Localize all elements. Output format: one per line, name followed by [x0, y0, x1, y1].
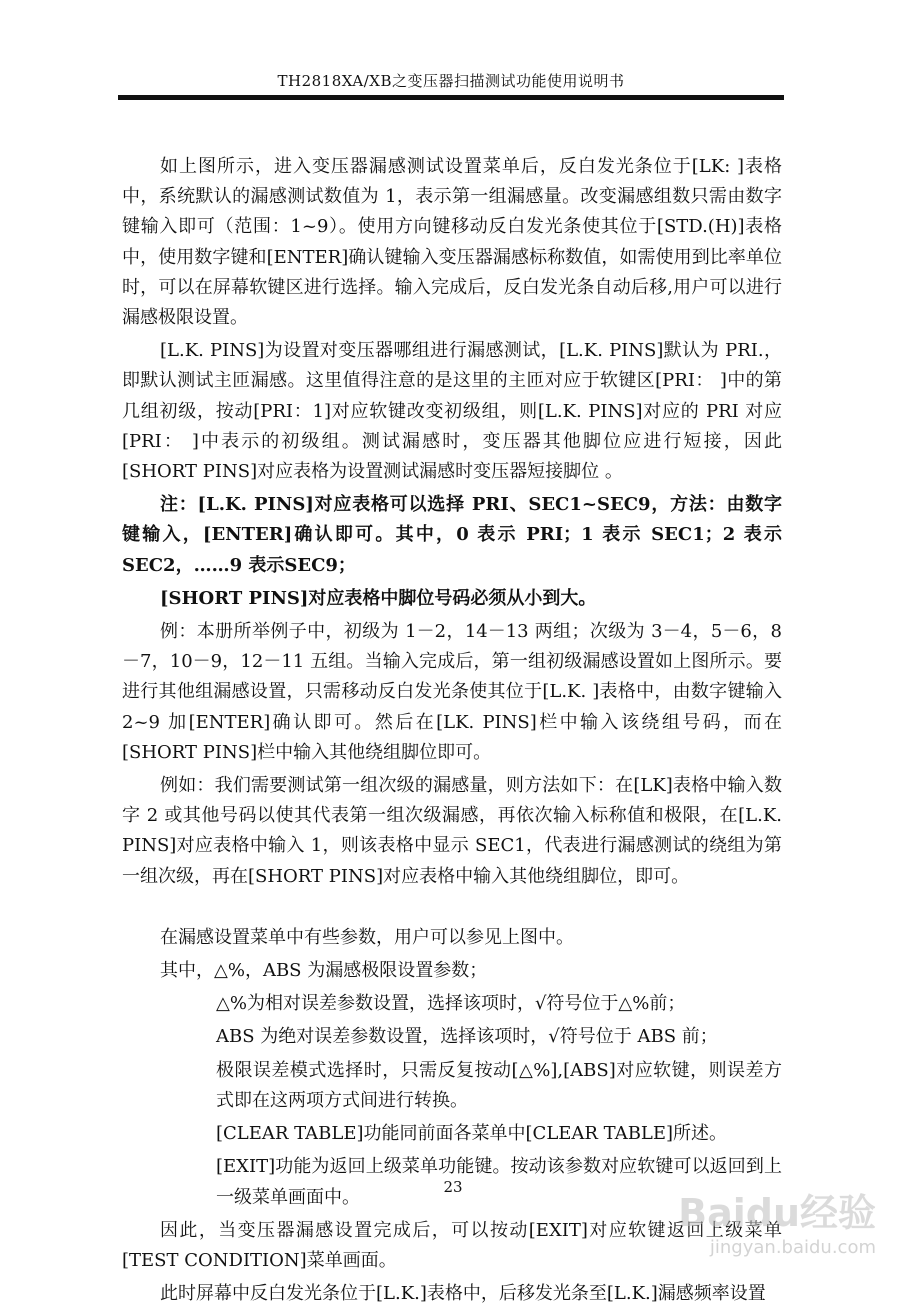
- list-item: [EXIT]功能为返回上级菜单功能键。按动该参数对应软键可以返回到上一级菜单画面中。: [216, 1156, 782, 1208]
- paragraph: 因此，当变压器漏感设置完成后，可以按动[EXIT]对应软键返回上级菜单[TEST CONDITION]菜单画面。: [122, 1219, 782, 1271]
- paragraph: 其中，△%，ABS 为漏感极限设置参数；: [160, 960, 488, 982]
- paragraph: [L.K. PINS]为设置对变压器哪组进行漏感测试，[L.K. PINS]默认为 PRI.，即默认测试主匝漏感。这里值得注意的是这里的主匝对应于软键区[PRI： ]中的第几组初级，按动[PRI：1]对应软键改变初级组，则[L.K. PINS]对应的 PRI 对应[PRI： ]中表示的初级组。测试漏感时，变压器其他脚位应进行短接，因此[SHORT PINS]对应表格为设置测试漏感时变压器短接脚位 。: [122, 340, 782, 483]
- example-paragraph: 例如：我们需要测试第一组次级的漏感量，则方法如下：在[LK]表格中输入数字 2 或其他号码以使其代表第一组次级漏感，再依次输入标称值和极限，在[L.K. PINS]对应表格中输入 1，则该表格中显示 SEC1，代表进行漏感测试的绕组为第一组次级，再在[SHORT PINS]对应表格中输入其他绕组脚位，即可。: [122, 775, 782, 887]
- watermark-logo: Baidu经验: [678, 1191, 876, 1235]
- document-header: TH2818XA/XB之变压器扫描测试功能使用说明书: [277, 72, 625, 90]
- list-item: [CLEAR TABLE]功能同前面各菜单中[CLEAR TABLE]所述。: [216, 1123, 728, 1145]
- paragraph: 在漏感设置菜单中有些参数，用户可以参见上图中。: [160, 926, 574, 948]
- watermark-url: jingyan.baidu.com: [709, 1237, 876, 1258]
- paragraph: 此时屏幕中反白发光条位于[L.K.]表格中，后移发光条至[L.K.]漏感频率设置: [160, 1283, 766, 1305]
- spacer: [122, 895, 782, 923]
- paragraph: 如上图所示，进入变压器漏感测试设置菜单后，反白发光条位于[LK: ]表格中，系统默认的漏感测试数值为 1，表示第一组漏感量。改变漏感组数只需由数字键输入即可（范围：1~9）。使用方向键移动反白发光条使其位于[STD.(H)]表格中，使用数字键和[ENTER]确认键输入变压器漏感标称数值，如需使用到比率单位时，可以在屏幕软键区进行选择。输入完成后，反白发光条自动后移,用户可以进行漏感极限设置。: [122, 156, 782, 329]
- note-paragraph: [SHORT PINS]对应表格中脚位号码必须从小到大。: [160, 587, 597, 609]
- watermark: [678, 1182, 876, 1258]
- example-paragraph: 例：本册所举例子中，初级为 1－2，14－13 两组；次级为 3－4，5－6，8－7，10－9，12－11 五组。当输入完成后，第一组初级漏感设置如上图所示。要进行其他组漏感设置，只需移动反白发光条使其位于[L.K. ]表格中，由数字键输入 2~9 加[ENTER]确认即可。然后在[LK. PINS]栏中输入该绕组号码，而在[SHORT PINS]栏中输入其他绕组脚位即可。: [122, 621, 782, 763]
- list-item: 极限误差模式选择时，只需反复按动[△%],[ABS]对应软键，则误差方式即在这两项方式间进行转换。: [216, 1059, 782, 1111]
- page-number: 23: [443, 1178, 463, 1196]
- note-paragraph: 注：[L.K. PINS]对应表格可以选择 PRI、SEC1~SEC9，方法：由数字键输入，[ENTER]确认即可。其中，0 表示 PRI；1 表示 SEC1；2 表示 SEC2，……9 表示SEC9；: [122, 494, 782, 576]
- document-body: [122, 152, 782, 1312]
- list-item: ABS 为绝对误差参数设置，选择该项时，√符号位于 ABS 前；: [216, 1026, 718, 1048]
- header-rule: [118, 95, 784, 100]
- list-item: △%为相对误差参数设置，选择该项时，√符号位于△%前；: [216, 993, 686, 1015]
